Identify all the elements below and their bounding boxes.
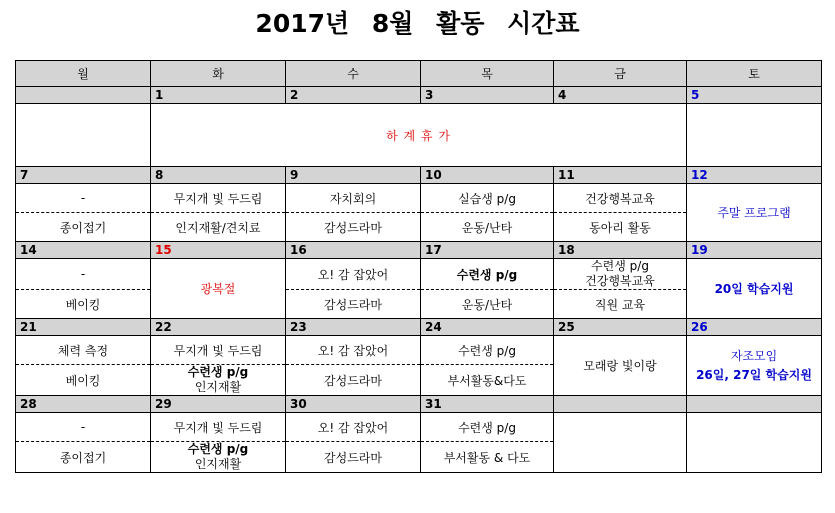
activity-cell bbox=[554, 259, 687, 290]
date-cell: 9 bbox=[286, 167, 421, 184]
date-cell: 30 bbox=[286, 396, 421, 413]
activity-cell: 건강행복교육 bbox=[554, 184, 687, 213]
activity-cell: 자치회의 bbox=[286, 184, 421, 213]
date-cell: 12 bbox=[687, 167, 822, 184]
date-cell: 22 bbox=[151, 319, 286, 336]
weekday-mon: 월 bbox=[16, 61, 151, 87]
activity-line: 수련생 p/g bbox=[187, 442, 249, 456]
date-cell: 16 bbox=[286, 242, 421, 259]
activity-cell: 동아리 활동 bbox=[554, 213, 687, 242]
activity-line: 26일, 27일 학습지원 bbox=[696, 367, 812, 382]
date-cell: 29 bbox=[151, 396, 286, 413]
activity-cell: 모래랑 빛이랑 bbox=[554, 336, 687, 396]
date-cell: 5 bbox=[687, 87, 822, 104]
activity-cell: 무지개 빛 두드림 bbox=[151, 413, 286, 442]
weekend-program-cell: 주말 프로그램 bbox=[687, 184, 822, 242]
activity-cell: 직원 교육 bbox=[554, 290, 687, 319]
date-cell: 15 bbox=[151, 242, 286, 259]
activity-line: 인지재활 bbox=[194, 380, 242, 394]
activity-cell: 베이킹 bbox=[16, 365, 151, 396]
date-cell: 28 bbox=[16, 396, 151, 413]
date-row bbox=[16, 319, 822, 336]
weekday-wed: 수 bbox=[286, 61, 421, 87]
empty-cell bbox=[687, 413, 822, 473]
activity-cell: 수련생 p/g bbox=[421, 336, 554, 365]
activity-row bbox=[16, 413, 822, 442]
activity-line: 건강행복교육 bbox=[585, 274, 655, 288]
date-cell: 19 bbox=[687, 242, 822, 259]
activity-cell: 오! 감 잡았어 bbox=[286, 336, 421, 365]
weekday-tue: 화 bbox=[151, 61, 286, 87]
activity-cell: 운동/난타 bbox=[421, 290, 554, 319]
holiday-cell: 광복절 bbox=[151, 259, 286, 319]
date-row bbox=[16, 87, 822, 104]
date-cell: 4 bbox=[554, 87, 687, 104]
empty-cell bbox=[16, 104, 151, 167]
date-cell: 10 bbox=[421, 167, 554, 184]
date-cell bbox=[554, 396, 687, 413]
activity-cell: 감성드라마 bbox=[286, 213, 421, 242]
date-cell: 23 bbox=[286, 319, 421, 336]
date-cell: 7 bbox=[16, 167, 151, 184]
date-cell: 31 bbox=[421, 396, 554, 413]
date-cell: 17 bbox=[421, 242, 554, 259]
date-cell: 11 bbox=[554, 167, 687, 184]
date-cell: 24 bbox=[421, 319, 554, 336]
activity-cell: 감성드라마 bbox=[286, 290, 421, 319]
activity-line: 자조모임 bbox=[730, 348, 778, 363]
weekday-fri: 금 bbox=[554, 61, 687, 87]
activity-cell: 종이접기 bbox=[16, 213, 151, 242]
activity-line: 수련생 p/g bbox=[187, 365, 249, 379]
activity-row bbox=[16, 336, 822, 365]
empty-cell bbox=[554, 413, 687, 473]
activity-cell: 인지재활/견치료 bbox=[151, 213, 286, 242]
date-cell: 3 bbox=[421, 87, 554, 104]
activity-cell: 수련생 p/g bbox=[421, 413, 554, 442]
date-cell bbox=[16, 87, 151, 104]
date-cell: 21 bbox=[16, 319, 151, 336]
weekday-header-row bbox=[16, 61, 822, 87]
activity-cell bbox=[151, 442, 286, 473]
activity-cell: 무지개 빛 두드림 bbox=[151, 336, 286, 365]
date-cell: 25 bbox=[554, 319, 687, 336]
date-row bbox=[16, 167, 822, 184]
activity-cell: 종이접기 bbox=[16, 442, 151, 473]
date-cell: 8 bbox=[151, 167, 286, 184]
date-cell: 1 bbox=[151, 87, 286, 104]
activity-row bbox=[16, 259, 822, 290]
activity-cell: 체력 측정 bbox=[16, 336, 151, 365]
activity-cell: 부서활동 & 다도 bbox=[421, 442, 554, 473]
date-cell: 26 bbox=[687, 319, 822, 336]
activity-cell: 오! 감 잡았어 bbox=[286, 259, 421, 290]
activity-cell: 부서활동&다도 bbox=[421, 365, 554, 396]
activity-cell: 오! 감 잡았어 bbox=[286, 413, 421, 442]
date-cell: 2 bbox=[286, 87, 421, 104]
activity-cell: - bbox=[16, 413, 151, 442]
study-support-cell: 20일 학습지원 bbox=[687, 259, 822, 319]
date-cell bbox=[687, 396, 822, 413]
activity-cell: 감성드라마 bbox=[286, 442, 421, 473]
page-title: 2017년 8월 활동 시간표 bbox=[255, 9, 580, 38]
activity-row bbox=[16, 104, 822, 167]
activity-cell: 감성드라마 bbox=[286, 365, 421, 396]
activity-cell: 수련생 p/g bbox=[421, 259, 554, 290]
activity-cell: 무지개 빛 두드림 bbox=[151, 184, 286, 213]
activity-cell: - bbox=[16, 184, 151, 213]
self-help-group-cell bbox=[687, 336, 822, 396]
weekday-sat: 토 bbox=[687, 61, 822, 87]
activity-line: 수련생 p/g bbox=[591, 259, 649, 273]
activity-cell: 운동/난타 bbox=[421, 213, 554, 242]
activity-calendar bbox=[15, 60, 822, 473]
empty-cell bbox=[687, 104, 822, 167]
vacation-cell: 하 계 휴 가 bbox=[151, 104, 687, 167]
weekday-thu: 목 bbox=[421, 61, 554, 87]
activity-cell: 베이킹 bbox=[16, 290, 151, 319]
activity-cell: - bbox=[16, 259, 151, 290]
activity-cell bbox=[151, 365, 286, 396]
activity-line: 인지재활 bbox=[194, 457, 242, 471]
activity-cell: 실습생 p/g bbox=[421, 184, 554, 213]
date-cell: 14 bbox=[16, 242, 151, 259]
date-row bbox=[16, 396, 822, 413]
date-row bbox=[16, 242, 822, 259]
date-cell: 18 bbox=[554, 242, 687, 259]
activity-row bbox=[16, 184, 822, 213]
